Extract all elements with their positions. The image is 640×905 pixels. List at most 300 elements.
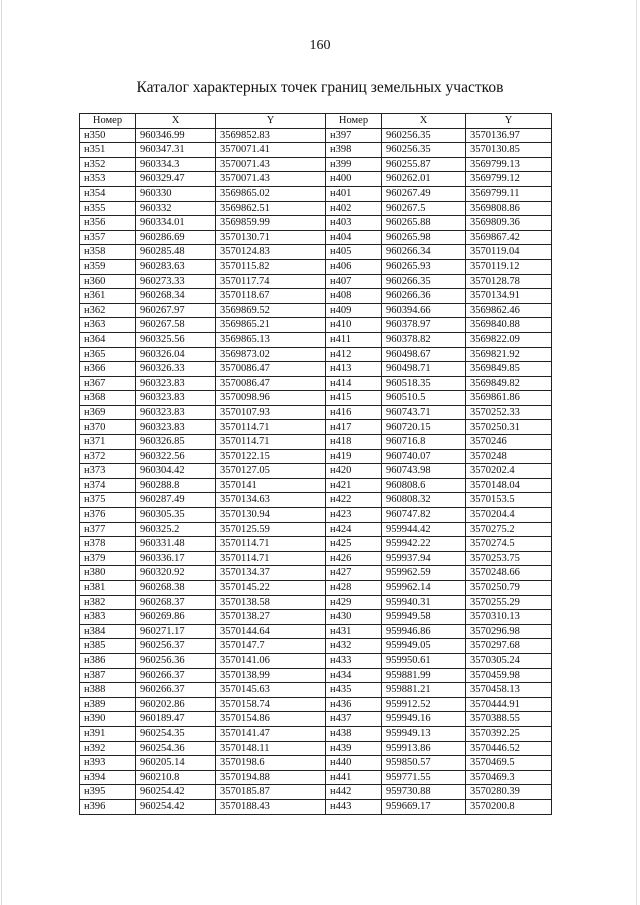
x-coordinate-cell: 959944.42 — [382, 522, 466, 537]
x-coordinate-cell: 960510.5 — [382, 391, 466, 406]
table-row — [80, 770, 552, 785]
y-coordinate-cell: 3570114.71 — [216, 420, 326, 435]
table-row — [80, 756, 552, 771]
point-number-cell: н425 — [326, 537, 382, 552]
coordinates-table — [79, 113, 552, 815]
y-coordinate-cell: 3570250.31 — [466, 420, 552, 435]
table-row — [80, 551, 552, 566]
point-number-cell: н388 — [80, 683, 136, 698]
x-coordinate-cell: 960720.15 — [382, 420, 466, 435]
point-number-cell: н401 — [326, 186, 382, 201]
x-coordinate-cell: 960283.63 — [136, 259, 216, 274]
table-row — [80, 712, 552, 727]
x-coordinate-cell: 960394.66 — [382, 303, 466, 318]
y-coordinate-cell: 3570086.47 — [216, 362, 326, 377]
point-number-cell: н353 — [80, 172, 136, 187]
x-coordinate-cell: 959850.57 — [382, 756, 466, 771]
y-coordinate-cell: 3570248.66 — [466, 566, 552, 581]
y-coordinate-cell: 3570071.43 — [216, 172, 326, 187]
point-number-cell: н370 — [80, 420, 136, 435]
x-coordinate-cell: 960325.2 — [136, 522, 216, 537]
point-number-cell: н387 — [80, 668, 136, 683]
table-row — [80, 128, 552, 143]
table-row — [80, 624, 552, 639]
point-number-cell: н429 — [326, 595, 382, 610]
table-row — [80, 799, 552, 814]
table-row — [80, 362, 552, 377]
y-coordinate-cell: 3570136.97 — [466, 128, 552, 143]
x-coordinate-cell: 960266.37 — [136, 668, 216, 683]
y-coordinate-cell: 3570194.88 — [216, 770, 326, 785]
table-row — [80, 303, 552, 318]
point-number-cell: н394 — [80, 770, 136, 785]
x-coordinate-cell: 959950.61 — [382, 653, 466, 668]
point-number-cell: н383 — [80, 610, 136, 625]
point-number-cell: н412 — [326, 347, 382, 362]
header-number-left: Номер — [80, 114, 136, 129]
y-coordinate-cell: 3570204.4 — [466, 508, 552, 523]
point-number-cell: н403 — [326, 216, 382, 231]
x-coordinate-cell: 960326.85 — [136, 435, 216, 450]
x-coordinate-cell: 960716.8 — [382, 435, 466, 450]
x-coordinate-cell: 959669.17 — [382, 799, 466, 814]
table-row — [80, 464, 552, 479]
point-number-cell: н385 — [80, 639, 136, 654]
table-row — [80, 785, 552, 800]
x-coordinate-cell: 960269.86 — [136, 610, 216, 625]
table-row — [80, 172, 552, 187]
table-row — [80, 653, 552, 668]
x-coordinate-cell: 960254.36 — [136, 741, 216, 756]
point-number-cell: н391 — [80, 726, 136, 741]
point-number-cell: н427 — [326, 566, 382, 581]
point-number-cell: н356 — [80, 216, 136, 231]
x-coordinate-cell: 960743.98 — [382, 464, 466, 479]
y-coordinate-cell: 3570310.13 — [466, 610, 552, 625]
x-coordinate-cell: 960323.83 — [136, 405, 216, 420]
point-number-cell: н432 — [326, 639, 382, 654]
point-number-cell: н360 — [80, 274, 136, 289]
x-coordinate-cell: 960378.82 — [382, 332, 466, 347]
y-coordinate-cell: 3570134.37 — [216, 566, 326, 581]
point-number-cell: н378 — [80, 537, 136, 552]
y-coordinate-cell: 3570250.79 — [466, 581, 552, 596]
x-coordinate-cell: 960808.6 — [382, 478, 466, 493]
point-number-cell: н365 — [80, 347, 136, 362]
table-row — [80, 581, 552, 596]
x-coordinate-cell: 960334.01 — [136, 216, 216, 231]
point-number-cell: н376 — [80, 508, 136, 523]
x-coordinate-cell: 960326.04 — [136, 347, 216, 362]
x-coordinate-cell: 960256.37 — [136, 639, 216, 654]
y-coordinate-cell: 3570469.3 — [466, 770, 552, 785]
y-coordinate-cell: 3570115.82 — [216, 259, 326, 274]
table-header-row — [80, 114, 552, 129]
point-number-cell: н386 — [80, 653, 136, 668]
point-number-cell: н395 — [80, 785, 136, 800]
y-coordinate-cell: 3570130.85 — [466, 143, 552, 158]
point-number-cell: н443 — [326, 799, 382, 814]
y-coordinate-cell: 3570114.71 — [216, 537, 326, 552]
y-coordinate-cell: 3570138.58 — [216, 595, 326, 610]
point-number-cell: н371 — [80, 435, 136, 450]
table-row — [80, 347, 552, 362]
x-coordinate-cell: 960256.35 — [382, 128, 466, 143]
table-row — [80, 508, 552, 523]
point-number-cell: н363 — [80, 318, 136, 333]
point-number-cell: н439 — [326, 741, 382, 756]
y-coordinate-cell: 3569799.11 — [466, 186, 552, 201]
x-coordinate-cell: 960267.97 — [136, 303, 216, 318]
x-coordinate-cell: 960305.35 — [136, 508, 216, 523]
x-coordinate-cell: 960329.47 — [136, 172, 216, 187]
point-number-cell: н416 — [326, 405, 382, 420]
y-coordinate-cell: 3570469.5 — [466, 756, 552, 771]
y-coordinate-cell: 3569849.82 — [466, 376, 552, 391]
point-number-cell: н359 — [80, 259, 136, 274]
point-number-cell: н354 — [80, 186, 136, 201]
x-coordinate-cell: 959962.14 — [382, 581, 466, 596]
table-row — [80, 318, 552, 333]
point-number-cell: н396 — [80, 799, 136, 814]
y-coordinate-cell: 3570198.6 — [216, 756, 326, 771]
x-coordinate-cell: 960205.14 — [136, 756, 216, 771]
x-coordinate-cell: 960266.35 — [382, 274, 466, 289]
table-row — [80, 449, 552, 464]
point-number-cell: н431 — [326, 624, 382, 639]
point-number-cell: н414 — [326, 376, 382, 391]
point-number-cell: н357 — [80, 230, 136, 245]
table-row — [80, 230, 552, 245]
header-number-right: Номер — [326, 114, 382, 129]
x-coordinate-cell: 960268.38 — [136, 581, 216, 596]
table-row — [80, 216, 552, 231]
y-coordinate-cell: 3570200.8 — [466, 799, 552, 814]
scan-edge-right — [636, 0, 637, 905]
table-row — [80, 566, 552, 581]
x-coordinate-cell: 960286.69 — [136, 230, 216, 245]
x-coordinate-cell: 959949.05 — [382, 639, 466, 654]
point-number-cell: н428 — [326, 581, 382, 596]
y-coordinate-cell: 3570158.74 — [216, 697, 326, 712]
y-coordinate-cell: 3570098.96 — [216, 391, 326, 406]
x-coordinate-cell: 960323.83 — [136, 391, 216, 406]
y-coordinate-cell: 3570141.47 — [216, 726, 326, 741]
point-number-cell: н410 — [326, 318, 382, 333]
point-number-cell: н350 — [80, 128, 136, 143]
y-coordinate-cell: 3570446.52 — [466, 741, 552, 756]
point-number-cell: н420 — [326, 464, 382, 479]
x-coordinate-cell: 959946.86 — [382, 624, 466, 639]
y-coordinate-cell: 3570188.43 — [216, 799, 326, 814]
y-coordinate-cell: 3570124.83 — [216, 245, 326, 260]
point-number-cell: н399 — [326, 157, 382, 172]
y-coordinate-cell: 3570119.04 — [466, 245, 552, 260]
x-coordinate-cell: 960326.33 — [136, 362, 216, 377]
table-row — [80, 595, 552, 610]
x-coordinate-cell: 960268.34 — [136, 289, 216, 304]
point-number-cell: н379 — [80, 551, 136, 566]
x-coordinate-cell: 959949.58 — [382, 610, 466, 625]
y-coordinate-cell: 3570246 — [466, 435, 552, 450]
y-coordinate-cell: 3570127.05 — [216, 464, 326, 479]
point-number-cell: н405 — [326, 245, 382, 260]
y-coordinate-cell: 3570086.47 — [216, 376, 326, 391]
x-coordinate-cell: 959912.52 — [382, 697, 466, 712]
x-coordinate-cell: 960743.71 — [382, 405, 466, 420]
table-row — [80, 537, 552, 552]
y-coordinate-cell: 3570392.25 — [466, 726, 552, 741]
x-coordinate-cell: 960285.48 — [136, 245, 216, 260]
y-coordinate-cell: 3570138.99 — [216, 668, 326, 683]
table-row — [80, 143, 552, 158]
y-coordinate-cell: 3570458.13 — [466, 683, 552, 698]
y-coordinate-cell: 3569822.09 — [466, 332, 552, 347]
x-coordinate-cell: 960254.42 — [136, 799, 216, 814]
y-coordinate-cell: 3570145.63 — [216, 683, 326, 698]
point-number-cell: н406 — [326, 259, 382, 274]
x-coordinate-cell: 959881.21 — [382, 683, 466, 698]
x-coordinate-cell: 959962.59 — [382, 566, 466, 581]
y-coordinate-cell: 3570130.94 — [216, 508, 326, 523]
point-number-cell: н361 — [80, 289, 136, 304]
x-coordinate-cell: 960267.5 — [382, 201, 466, 216]
point-number-cell: н409 — [326, 303, 382, 318]
point-number-cell: н430 — [326, 610, 382, 625]
point-number-cell: н374 — [80, 478, 136, 493]
table-row — [80, 245, 552, 260]
x-coordinate-cell: 960256.35 — [382, 143, 466, 158]
y-coordinate-cell: 3570148.04 — [466, 478, 552, 493]
y-coordinate-cell: 3570444.91 — [466, 697, 552, 712]
point-number-cell: н381 — [80, 581, 136, 596]
x-coordinate-cell: 960347.31 — [136, 143, 216, 158]
x-coordinate-cell: 960304.42 — [136, 464, 216, 479]
x-coordinate-cell: 960202.86 — [136, 697, 216, 712]
y-coordinate-cell: 3569862.51 — [216, 201, 326, 216]
point-number-cell: н404 — [326, 230, 382, 245]
x-coordinate-cell: 959771.55 — [382, 770, 466, 785]
header-y-right: Y — [466, 114, 552, 129]
table-row — [80, 259, 552, 274]
y-coordinate-cell: 3569865.13 — [216, 332, 326, 347]
table-row — [80, 610, 552, 625]
page-number: 160 — [309, 38, 331, 53]
point-number-cell: н390 — [80, 712, 136, 727]
y-coordinate-cell: 3570274.5 — [466, 537, 552, 552]
point-number-cell: н436 — [326, 697, 382, 712]
point-number-cell: н441 — [326, 770, 382, 785]
table-row — [80, 289, 552, 304]
point-number-cell: н369 — [80, 405, 136, 420]
table-body — [80, 128, 552, 814]
point-number-cell: н397 — [326, 128, 382, 143]
y-coordinate-cell: 3570202.4 — [466, 464, 552, 479]
table-row — [80, 639, 552, 654]
y-coordinate-cell: 3569873.02 — [216, 347, 326, 362]
y-coordinate-cell: 3570255.29 — [466, 595, 552, 610]
point-number-cell: н413 — [326, 362, 382, 377]
point-number-cell: н368 — [80, 391, 136, 406]
x-coordinate-cell: 960254.35 — [136, 726, 216, 741]
x-coordinate-cell: 960265.93 — [382, 259, 466, 274]
y-coordinate-cell: 3570071.43 — [216, 157, 326, 172]
x-coordinate-cell: 960332 — [136, 201, 216, 216]
y-coordinate-cell: 3570134.63 — [216, 493, 326, 508]
header-x-right: X — [382, 114, 466, 129]
y-coordinate-cell: 3570248 — [466, 449, 552, 464]
x-coordinate-cell: 960288.8 — [136, 478, 216, 493]
point-number-cell: н424 — [326, 522, 382, 537]
x-coordinate-cell: 959942.22 — [382, 537, 466, 552]
x-coordinate-cell: 960808.32 — [382, 493, 466, 508]
x-coordinate-cell: 960210.8 — [136, 770, 216, 785]
x-coordinate-cell: 959949.16 — [382, 712, 466, 727]
point-number-cell: н366 — [80, 362, 136, 377]
y-coordinate-cell: 3569821.92 — [466, 347, 552, 362]
header-x-left: X — [136, 114, 216, 129]
point-number-cell: н393 — [80, 756, 136, 771]
y-coordinate-cell: 3570297.68 — [466, 639, 552, 654]
x-coordinate-cell: 960747.82 — [382, 508, 466, 523]
x-coordinate-cell: 960265.88 — [382, 216, 466, 231]
x-coordinate-cell: 960334.3 — [136, 157, 216, 172]
point-number-cell: н373 — [80, 464, 136, 479]
x-coordinate-cell: 960323.83 — [136, 376, 216, 391]
x-coordinate-cell: 960255.87 — [382, 157, 466, 172]
table-row — [80, 697, 552, 712]
y-coordinate-cell: 3569809.36 — [466, 216, 552, 231]
point-number-cell: н351 — [80, 143, 136, 158]
point-number-cell: н442 — [326, 785, 382, 800]
point-number-cell: н421 — [326, 478, 382, 493]
point-number-cell: н422 — [326, 493, 382, 508]
point-number-cell: н389 — [80, 697, 136, 712]
point-number-cell: н398 — [326, 143, 382, 158]
point-number-cell: н362 — [80, 303, 136, 318]
table-row — [80, 522, 552, 537]
point-number-cell: н384 — [80, 624, 136, 639]
x-coordinate-cell: 960330 — [136, 186, 216, 201]
page-title: Каталог характерных точек границ земельных участков — [136, 79, 504, 96]
point-number-cell: н433 — [326, 653, 382, 668]
y-coordinate-cell: 3570117.74 — [216, 274, 326, 289]
table-row — [80, 493, 552, 508]
point-number-cell: н372 — [80, 449, 136, 464]
y-coordinate-cell: 3570107.93 — [216, 405, 326, 420]
y-coordinate-cell: 3569861.86 — [466, 391, 552, 406]
y-coordinate-cell: 3570122.15 — [216, 449, 326, 464]
header-y-left: Y — [216, 114, 326, 129]
x-coordinate-cell: 960256.36 — [136, 653, 216, 668]
x-coordinate-cell: 959881.99 — [382, 668, 466, 683]
y-coordinate-cell: 3570305.24 — [466, 653, 552, 668]
table-row — [80, 405, 552, 420]
x-coordinate-cell: 960740.07 — [382, 449, 466, 464]
point-number-cell: н438 — [326, 726, 382, 741]
table-row — [80, 726, 552, 741]
point-number-cell: н415 — [326, 391, 382, 406]
point-number-cell: н437 — [326, 712, 382, 727]
table-row — [80, 201, 552, 216]
x-coordinate-cell: 959730.88 — [382, 785, 466, 800]
x-coordinate-cell: 959937.94 — [382, 551, 466, 566]
point-number-cell: н419 — [326, 449, 382, 464]
y-coordinate-cell: 3570459.98 — [466, 668, 552, 683]
y-coordinate-cell: 3569799.12 — [466, 172, 552, 187]
x-coordinate-cell: 960268.37 — [136, 595, 216, 610]
y-coordinate-cell: 3570154.86 — [216, 712, 326, 727]
point-number-cell: н408 — [326, 289, 382, 304]
x-coordinate-cell: 960267.58 — [136, 318, 216, 333]
x-coordinate-cell: 959949.13 — [382, 726, 466, 741]
table-row — [80, 683, 552, 698]
table-row — [80, 668, 552, 683]
y-coordinate-cell: 3569799.13 — [466, 157, 552, 172]
y-coordinate-cell: 3570275.2 — [466, 522, 552, 537]
y-coordinate-cell: 3570252.33 — [466, 405, 552, 420]
y-coordinate-cell: 3569862.46 — [466, 303, 552, 318]
point-number-cell: н435 — [326, 683, 382, 698]
y-coordinate-cell: 3570280.39 — [466, 785, 552, 800]
y-coordinate-cell: 3570147.7 — [216, 639, 326, 654]
point-number-cell: н434 — [326, 668, 382, 683]
point-number-cell: н400 — [326, 172, 382, 187]
x-coordinate-cell: 960266.36 — [382, 289, 466, 304]
scan-edge-left — [1, 0, 2, 905]
point-number-cell: н352 — [80, 157, 136, 172]
y-coordinate-cell: 3569852.83 — [216, 128, 326, 143]
table-row — [80, 274, 552, 289]
y-coordinate-cell: 3569808.86 — [466, 201, 552, 216]
x-coordinate-cell: 960267.49 — [382, 186, 466, 201]
y-coordinate-cell: 3570185.87 — [216, 785, 326, 800]
y-coordinate-cell: 3570125.59 — [216, 522, 326, 537]
x-coordinate-cell: 960325.56 — [136, 332, 216, 347]
point-number-cell: н407 — [326, 274, 382, 289]
y-coordinate-cell: 3570138.27 — [216, 610, 326, 625]
table-row — [80, 186, 552, 201]
point-number-cell: н423 — [326, 508, 382, 523]
x-coordinate-cell: 960273.33 — [136, 274, 216, 289]
table-row — [80, 391, 552, 406]
x-coordinate-cell: 960189.47 — [136, 712, 216, 727]
x-coordinate-cell: 960271.17 — [136, 624, 216, 639]
table-row — [80, 478, 552, 493]
y-coordinate-cell: 3570253.75 — [466, 551, 552, 566]
point-number-cell: н418 — [326, 435, 382, 450]
x-coordinate-cell: 960322.56 — [136, 449, 216, 464]
table-row — [80, 741, 552, 756]
point-number-cell: н355 — [80, 201, 136, 216]
y-coordinate-cell: 3570118.67 — [216, 289, 326, 304]
x-coordinate-cell: 959940.31 — [382, 595, 466, 610]
table-row — [80, 435, 552, 450]
y-coordinate-cell: 3570296.98 — [466, 624, 552, 639]
x-coordinate-cell: 959913.86 — [382, 741, 466, 756]
x-coordinate-cell: 960336.17 — [136, 551, 216, 566]
point-number-cell: н411 — [326, 332, 382, 347]
x-coordinate-cell: 960287.49 — [136, 493, 216, 508]
x-coordinate-cell: 960518.35 — [382, 376, 466, 391]
y-coordinate-cell: 3570130.71 — [216, 230, 326, 245]
y-coordinate-cell: 3569849.85 — [466, 362, 552, 377]
table-row — [80, 420, 552, 435]
y-coordinate-cell: 3569859.99 — [216, 216, 326, 231]
y-coordinate-cell: 3569869.52 — [216, 303, 326, 318]
point-number-cell: н382 — [80, 595, 136, 610]
point-number-cell: н402 — [326, 201, 382, 216]
